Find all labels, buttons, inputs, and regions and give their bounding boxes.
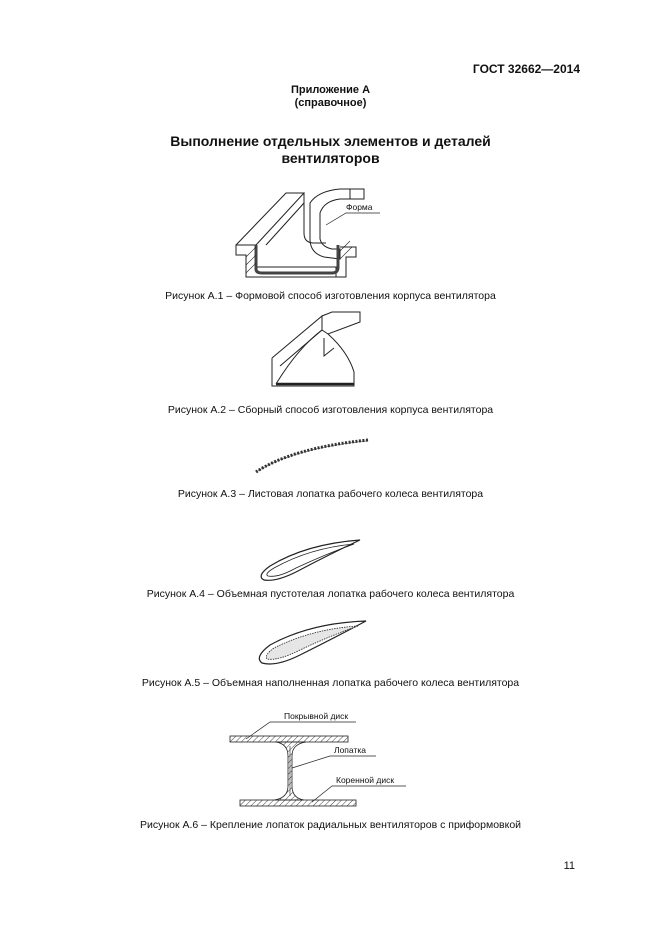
figure-a2-drawing (268, 308, 378, 390)
figure-a6-label-blade: Лопатка (334, 745, 366, 755)
figure-a4-drawing (256, 536, 366, 582)
figure-a3-caption: Рисунок А.3 – Листовая лопатка рабочего колеса вентилятора (177, 488, 484, 500)
document-number: ГОСТ 32662—2014 (472, 62, 580, 76)
section-title-line2: вентиляторов (281, 150, 380, 166)
annex-heading (0, 84, 661, 110)
annex-title: Приложение А (290, 84, 371, 96)
figure-a1-drawing (228, 185, 428, 285)
figure-a6-drawing (226, 706, 416, 810)
section-title (0, 133, 661, 167)
page-number: 11 (563, 860, 575, 872)
figure-a1-label-form: Форма (346, 202, 373, 212)
figure-a1-caption: Рисунок А.1 – Формовой способ изготовления корпуса вентилятора (165, 290, 496, 302)
figure-a6-caption: Рисунок А.6 – Крепление лопаток радиальных вентиляторов с приформовкой (139, 819, 522, 831)
figure-a4-caption: Рисунок А.4 – Объемная пустотелая лопатка рабочего колеса вентилятора (146, 588, 515, 600)
figure-a3-drawing (252, 436, 372, 476)
figure-a6-label-cover-disc: Покрывной диск (284, 711, 349, 721)
figure-a5-caption: Рисунок А.5 – Объемная наполненная лопатка рабочего колеса вентилятора (141, 677, 520, 689)
annex-subtitle: (справочное) (294, 97, 367, 109)
figure-a2-caption: Рисунок А.2 – Сборный способ изготовления корпуса вентилятора (167, 404, 494, 416)
section-title-line1: Выполнение отдельных элементов и деталей (170, 133, 491, 149)
figure-a6-label-root-disc: Коренной диск (336, 775, 395, 785)
figure-a5-drawing (254, 617, 372, 667)
